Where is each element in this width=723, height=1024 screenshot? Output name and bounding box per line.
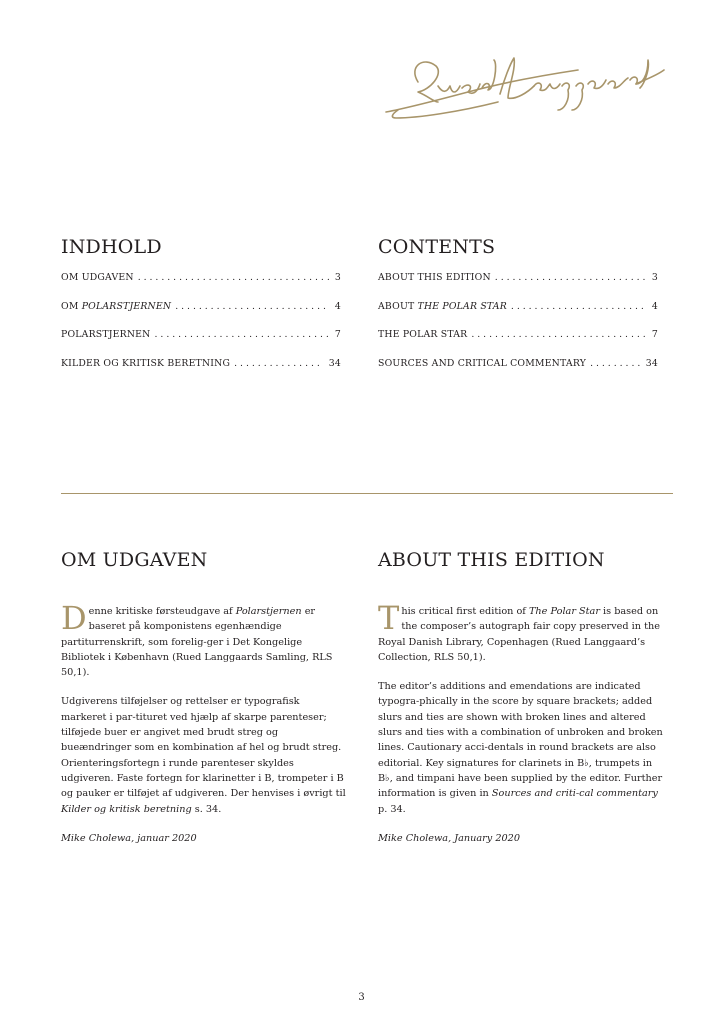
toc-entry-page: 3	[651, 272, 658, 283]
section-divider	[61, 493, 673, 494]
toc-entry[interactable]	[378, 358, 658, 387]
toc-entry-page: 4	[651, 300, 658, 312]
about-heading-danish: OM UDGAVEN	[61, 549, 208, 571]
author-signoff: Mike Cholewa, januar 2020	[61, 832, 197, 844]
toc-list-danish	[61, 272, 341, 386]
toc-entry-title: OM POLARSTJERNEN	[61, 300, 172, 312]
toc-entry[interactable]	[61, 301, 341, 330]
toc-entry[interactable]	[378, 301, 658, 330]
about-text-danish	[61, 599, 346, 860]
toc-entry-title: ABOUT THE POLAR STAR	[378, 300, 507, 312]
toc-entry[interactable]	[378, 272, 658, 301]
toc-entry-title: POLARSTJERNEN	[61, 329, 151, 340]
toc-entry-title: KILDER OG KRITISK BERETNING	[61, 357, 231, 369]
paragraph: Denne kritiske førsteudgave af Polarstjernen er baseret på komponistens egenhændige partiturrenskrift, som forelig-ger i Det Kongelige Bibliotek i København (Rued Langgaards Samling, RLS 50,1).	[61, 599, 333, 679]
toc-entry[interactable]	[61, 272, 341, 301]
paragraph: The editor’s additions and emendations are indicated typogra-phically in the score by square brackets; added slurs and ties are shown with broken lines and altered slurs and ties with a combination of unbroken and broken lines. Cautionary acci-dentals in round brackets are also editorial. Key signatures for clarinets in B♭, trumpets in B♭, and timpani have been supplied by the editor. Further information is given in Sources and criti-cal commentary p. 34.	[378, 681, 663, 815]
toc-entry-page: 34	[645, 357, 658, 369]
toc-leader-dots	[155, 329, 329, 340]
composer-signature	[378, 40, 668, 124]
toc-heading-english: CONTENTS	[378, 236, 496, 258]
toc-entry-title: SOURCES AND CRITICAL COMMENTARY	[378, 357, 587, 369]
paragraph: Udgiverens tilføjelser og rettelser er typografisk markeret i par-tituret ved hjælp af skarpe parenteser; tilføjede buer er angivet med brudt streg og bueændringer som en kombination af hel og brudt streg. Orienteringsfortegn i runde parenteser skyldes udgiveren. Faste fortegn for klarinetter i B, trompeter i B og pauker er tilføjet af udgiveren. Der henvises i øvrigt til Kilder og kritisk beretning s. 34.	[61, 696, 346, 815]
toc-entry-title: ABOUT THIS EDITION	[378, 272, 491, 283]
toc-list-english	[378, 272, 658, 386]
toc-leader-dots	[471, 329, 646, 340]
toc-entry[interactable]	[61, 329, 341, 358]
toc-heading-danish: INDHOLD	[61, 236, 162, 258]
page-number: 3	[358, 992, 365, 1003]
toc-entry[interactable]	[61, 358, 341, 387]
toc-entry-title: OM UDGAVEN	[61, 272, 134, 283]
toc-entry-page: 34	[328, 357, 341, 369]
toc-leader-dots	[511, 301, 646, 312]
toc-entry-title: THE POLAR STAR	[378, 329, 468, 340]
about-text-english	[378, 599, 668, 860]
toc-entry-page: 4	[334, 300, 341, 312]
paragraph: This critical first edition of The Polar Star is based on the composer’s autograph fair copy preserved in the Royal Danish Library, Copenhagen (Rued Langgaard’s Collection, RLS 50,1).	[378, 599, 660, 663]
toc-leader-dots	[138, 272, 329, 283]
toc-leader-dots	[234, 358, 323, 369]
toc-entry-page: 3	[334, 272, 341, 283]
drop-cap: T	[378, 599, 400, 637]
toc-entry[interactable]	[378, 329, 658, 358]
toc-leader-dots	[590, 358, 640, 369]
toc-leader-dots	[175, 301, 329, 312]
toc-leader-dots	[495, 272, 646, 283]
author-signoff: Mike Cholewa, January 2020	[378, 832, 520, 844]
drop-cap: D	[61, 599, 87, 637]
toc-entry-page: 7	[651, 329, 658, 340]
about-heading-english: ABOUT THIS EDITION	[378, 549, 605, 571]
toc-entry-page: 7	[334, 329, 341, 340]
